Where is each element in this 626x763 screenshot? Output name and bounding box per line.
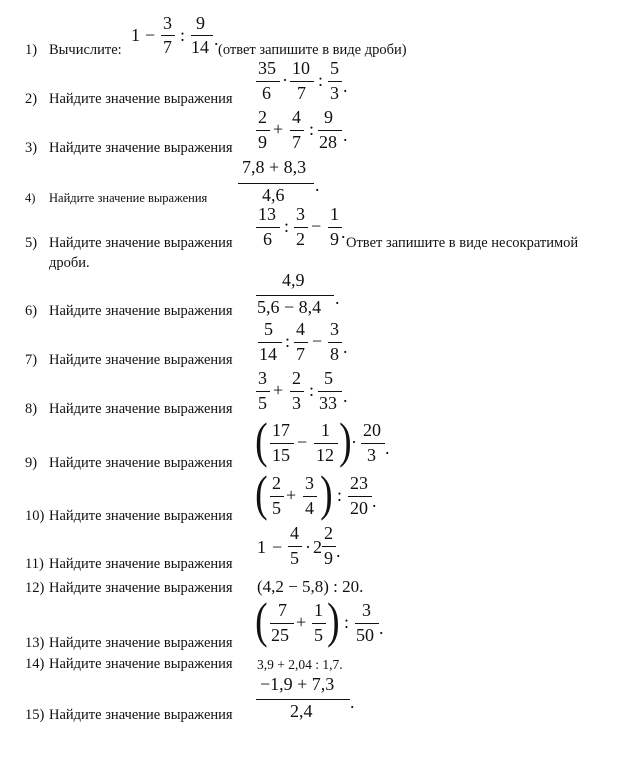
task-number: 1) (25, 42, 38, 58)
task-number: 4) (25, 191, 36, 205)
left-paren: ( (255, 592, 268, 648)
right-paren: ) (320, 465, 333, 521)
task-label: Найдите значение выражения (49, 707, 233, 723)
task-label: Найдите значение выражения (49, 656, 233, 672)
task-number: 10) (25, 508, 45, 524)
task-number: 7) (25, 352, 38, 368)
task-number: 6) (25, 303, 38, 319)
task-label: Найдите значение выражения (49, 580, 233, 596)
task-label: Найдите значение выражения (49, 352, 233, 368)
task-number: 2) (25, 91, 38, 107)
task-label: Вычислите: (49, 42, 122, 58)
task-number: 11) (25, 556, 44, 572)
task-number: 9) (25, 455, 38, 471)
task-number: 15) (25, 707, 45, 723)
task-number: 5) (25, 235, 38, 251)
task-number: 3) (25, 140, 38, 156)
task-label: Найдите значение выражения (49, 556, 233, 572)
task-number: 13) (25, 635, 45, 651)
task-label: Найдите значение выражения (49, 91, 233, 107)
task-label: Найдите значение выражения (49, 401, 233, 417)
task-number: 14) (25, 656, 45, 672)
right-paren: ) (339, 412, 352, 468)
answer-note-continued: дроби. (49, 255, 90, 271)
task-number: 8) (25, 401, 38, 417)
task-label: Найдите значение выражения (49, 191, 208, 205)
task-label: Найдите значение выражения (49, 508, 233, 524)
task-number: 12) (25, 580, 45, 596)
left-paren: ( (255, 465, 268, 521)
task-label: Найдите значение выражения (49, 303, 233, 319)
task-label: Найдите значение выражения (49, 635, 233, 651)
answer-note: (ответ запишите в виде дроби) (218, 42, 407, 58)
task-label: Найдите значение выражения (49, 140, 233, 156)
task-label: Найдите значение выражения (49, 455, 233, 471)
left-paren: ( (255, 412, 268, 468)
right-paren: ) (327, 592, 340, 648)
answer-note: Ответ запишите в виде несократимой (346, 235, 579, 251)
task-label: Найдите значение выражения (49, 235, 233, 251)
